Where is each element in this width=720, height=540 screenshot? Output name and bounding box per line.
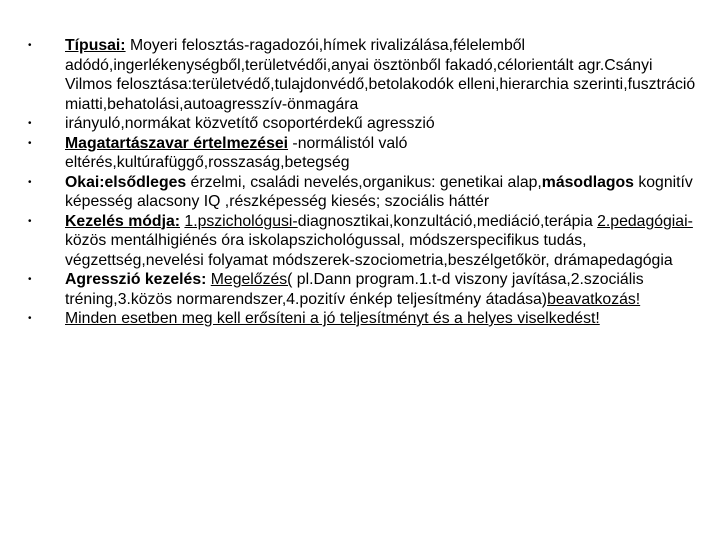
types-heading: Típusai: [65,37,126,54]
intervention-label: beavatkozás! [547,290,641,308]
list-item [28,212,696,271]
list-item [28,173,696,212]
interpretations-heading: Magatartászavar értelmezései [65,134,289,152]
bullet-icon: • [28,137,32,149]
causes-text: érzelmi, családi nevelés,organikus: genetikai alap, [186,173,542,191]
psychologist-text: diagnosztikai,konzultáció,mediáció,terápia [297,212,598,230]
bullet-icon: • [28,40,32,51]
prevention-label: Megelőzés( [210,271,293,288]
bullet-icon: • [28,215,32,227]
list-item [28,114,696,134]
list-item [28,36,696,114]
group-aggression-text: irányuló,normákat közvetítő csoportérdekű agresszió [65,115,435,132]
list-item [28,270,696,309]
prevention-text: pl.Dann program.1.t-d viszony javítása,2.szociális tréning,3.közös normarendszer,4.pozitív énkép teljesítmény átadása) [65,271,644,308]
list-item [28,309,696,329]
reinforcement-text: Minden esetben meg kell erősíteni a jó teljesítményt és a helyes viselkedést! [65,310,600,327]
pedagogical-text: közös mentálhigiénés óra iskolapszichológussal, módszerspecifikus tudás, végzettség,nevelési folyamat módszerek-szociometria,beszélgetőkör, drámapedagógia [65,232,673,269]
bullet-icon: • [28,118,32,129]
list-item [28,134,696,173]
bullet-icon: • [28,176,32,188]
interpretations-text: -normálistól való eltérés,kultúrafüggő,rosszaság,betegség [65,134,408,171]
aggression-treatment-heading: Agresszió kezelés: [65,271,207,288]
bullet-icon: • [28,313,32,324]
psychologist-label: 1.pszichológusi- [184,212,298,230]
causes-heading: Okai:elsődleges [65,173,187,191]
bullet-list [28,36,696,329]
secondary-text: kognitív képesség alacsony IQ ,részképesség kiesés; szociális háttér [65,173,693,210]
treatment-heading: Kezelés módja: [65,212,181,230]
pedagogical-label: 2.pedagógiai- [597,212,693,230]
secondary-label: másodlagos [541,173,634,191]
bullet-icon: • [28,274,32,285]
types-text: Moyeri felosztás-ragadozói,hímek rivalizálása,félelemből adódó,ingerlékenységből,területvédői,anyai ösztönből fakadó,célorientált agr.Csányi Vilmos felosztása:területvédő,tulajdonvédő,betolakodók elleni,hierarchia szerinti,fusztráció miatti,behatolási,autoagresszív-önmagára [65,37,696,113]
